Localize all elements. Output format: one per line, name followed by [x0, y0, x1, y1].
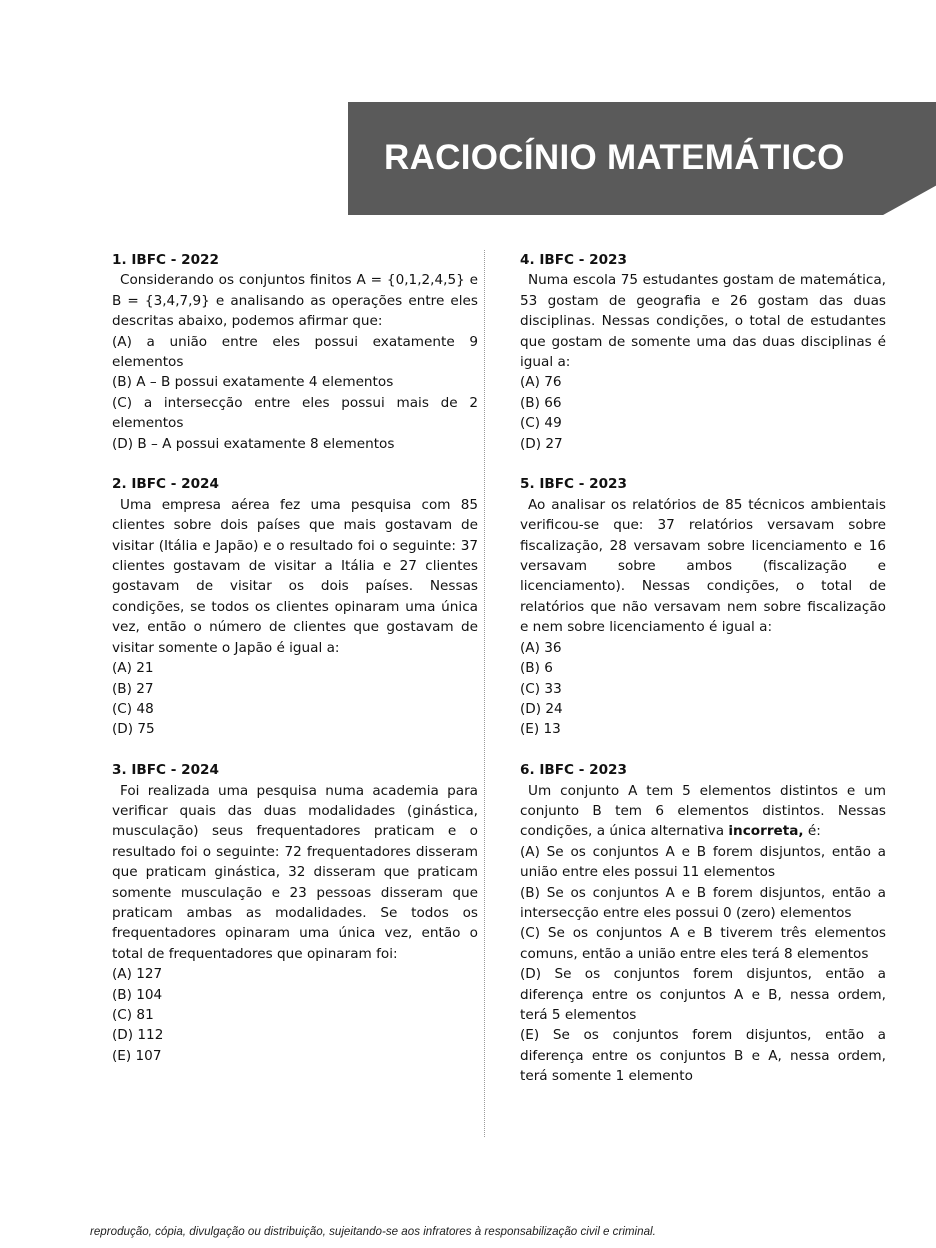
- question-heading: 1. IBFC - 2022: [112, 252, 219, 268]
- question-stem: Numa escola 75 estudantes gostam de matemática, 53 gostam de geografia e 26 gostam das duas disciplinas. Nessas condições, o total de estudantes que gostam de somente uma das duas disciplinas é igual a:: [520, 272, 886, 371]
- copyright-footer: reprodução, cópia, divulgação ou distribuição, sujeitando-se aos infratores à responsabilização civil e criminal.: [90, 1225, 656, 1238]
- answer-option: (D) B – A possui exatamente 8 elementos: [112, 435, 395, 452]
- answer-option: (D) 27: [520, 435, 563, 452]
- question-heading: 5. IBFC - 2023: [520, 476, 627, 493]
- question-stem: Foi realizada uma pesquisa numa academia para verificar quais das duas modalidades (ginástica, musculação) seus frequentadores praticam e o resultado foi o seguinte: 72 frequentadores disseram que praticam ginástica, 32 disseram que praticam somente musculação e 23 pessoas disseram que praticam ambas as modalidades. Se todos os frequentadores opinaram uma única vez, então o total de frequentadores que opinaram foi:: [112, 782, 478, 962]
- answer-option: (D) 112: [112, 1027, 164, 1044]
- column-divider: [484, 250, 485, 1137]
- answer-option: (A) 36: [520, 639, 562, 656]
- answer-option: (E) Se os conjuntos forem disjuntos, então a diferença entre os conjuntos B e A, nessa ordem, terá somente 1 elemento: [520, 1027, 886, 1085]
- answer-option: (C) 33: [520, 680, 562, 697]
- question-4: [520, 250, 886, 454]
- answer-option: (B) 6: [520, 660, 553, 677]
- question-stem: Uma empresa aérea fez uma pesquisa com 85 clientes sobre dois países que mais gostavam de visitar (Itália e Japão) e o resultado foi o seguinte: 37 clientes gostavam de visitar a Itália e 27 clientes gostavam de visitar os dois países. Nessas condições, se todos os clientes opinaram uma única vez, então o número de clientes que gostavam de visitar somente o Japão é igual a:: [112, 496, 478, 656]
- answer-option: (B) 66: [520, 394, 562, 411]
- left-column: [112, 250, 478, 1087]
- answer-option: (A) 127: [112, 966, 163, 983]
- question-3: [112, 760, 478, 1066]
- answer-option: (C) a intersecção entre eles possui mais de 2 elementos: [112, 394, 478, 432]
- question-heading: 2. IBFC - 2024: [112, 476, 219, 493]
- answer-option: (E) 13: [520, 721, 561, 738]
- answer-option: (A) a união entre eles possui exatamente 9 elementos: [112, 333, 478, 371]
- page-title: RACIOCÍNIO MATEMÁTICO: [384, 138, 845, 177]
- question-heading: 6. IBFC - 2023: [520, 762, 627, 779]
- stem-text: Um conjunto A tem 5 elementos distintos e um conjunto B tem 6 elementos distintos. Nessas condições, a única alternativa: [520, 782, 886, 840]
- question-stem: Ao analisar os relatórios de 85 técnicos ambientais verificou-se que: 37 relatórios versavam sobre fiscalização, 28 versavam sobre licenciamento e 16 versavam sobre ambos (fiscalização e licenciamento). Nessas condições, o total de relatórios que não versavam nem sobre fiscalização e nem sobre licenciamento é igual a:: [520, 496, 886, 636]
- answer-option: (C) Se os conjuntos A e B tiverem três elementos comuns, então a união entre eles terá 8 elementos: [520, 925, 886, 962]
- answer-option: (E) 107: [112, 1047, 162, 1064]
- answer-option: (B) 104: [112, 986, 163, 1003]
- question-stem: [520, 781, 886, 842]
- answer-option: (C) 48: [112, 700, 154, 717]
- question-5: [520, 474, 886, 739]
- answer-option: (A) 76: [520, 374, 562, 391]
- answer-option: (C) 49: [520, 415, 562, 432]
- answer-option: (D) Se os conjuntos forem disjuntos, então a diferença entre os conjuntos A e B, nessa ordem, terá 5 elementos: [520, 966, 886, 1023]
- right-column: [520, 250, 886, 1107]
- answer-option: (D) 75: [112, 721, 155, 738]
- stem-text-end: é:: [803, 823, 821, 840]
- answer-option: (A) Se os conjuntos A e B forem disjuntos, então a união entre eles possui 11 elementos: [520, 843, 886, 881]
- answer-option: (C) 81: [112, 1007, 154, 1023]
- stem-emphasis: incorreta,: [728, 823, 804, 840]
- question-2: [112, 474, 478, 739]
- answer-option: (B) Se os conjuntos A e B forem disjuntos, então a intersecção entre eles possui 0 (zero) elementos: [520, 884, 886, 921]
- question-heading: 4. IBFC - 2023: [520, 252, 627, 268]
- answer-option: (B) A – B possui exatamente 4 elementos: [112, 374, 394, 391]
- question-6: [520, 760, 886, 1087]
- answer-option: (A) 21: [112, 660, 154, 677]
- question-heading: 3. IBFC - 2024: [112, 762, 219, 779]
- question-stem: Considerando os conjuntos finitos A = {0,1,2,4,5} e B = {3,4,7,9} e analisando as operações entre eles descritas abaixo, podemos afirmar que:: [112, 272, 478, 330]
- question-1: [112, 250, 478, 454]
- answer-option: (B) 27: [112, 680, 154, 697]
- answer-option: (D) 24: [520, 700, 563, 717]
